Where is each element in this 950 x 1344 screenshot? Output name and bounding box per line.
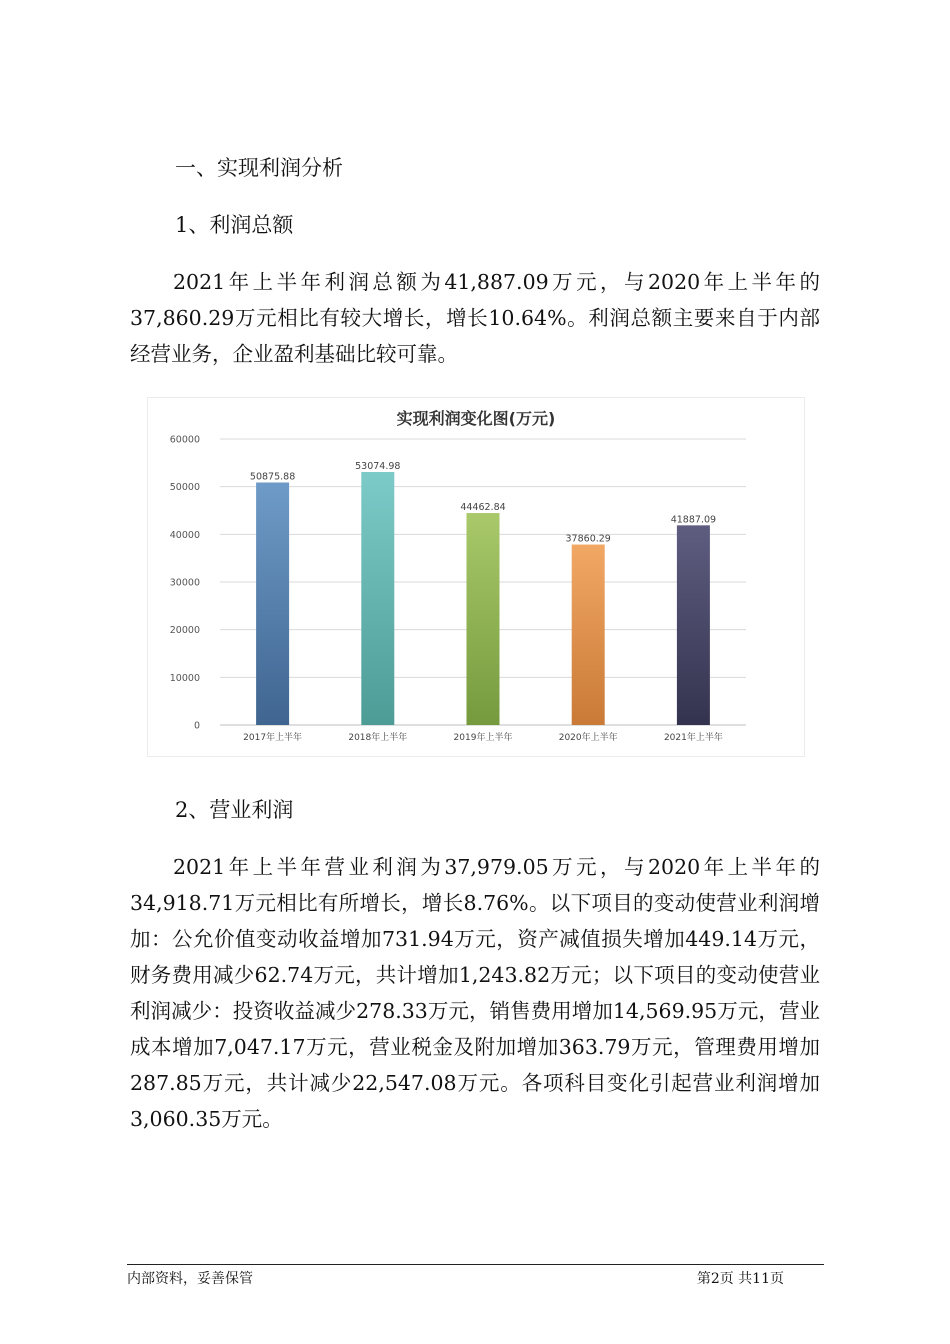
x-tick-label: 2019年上半年	[453, 733, 513, 743]
x-tick-label: 2017年上半年	[243, 733, 303, 743]
bar	[467, 513, 500, 725]
paragraph-profit-total: 2021年上半年利润总额为41,887.09万元，与2020年上半年的37,860.29万元相比有较大增长，增长10.64%。利润总额主要来自于内部经营业务，企业盈利基础比较可靠。	[130, 270, 820, 366]
bar	[361, 472, 394, 725]
paragraph-operating-profit: 2021年上半年营业利润为37,979.05万元，与2020年上半年的34,918.71万元相比有所增长，增长8.76%。以下项目的变动使营业利润增加：公允价值变动收益增加731.94万元，资产减值损失增加449.14万元，财务费用减少62.74万元，共计增加1,243.82万元；以下项目的变动使营业利润减少：投资收益减少278.33万元，销售费用增加14,569.95万元，营业成本增加7,047.17万元，营业税金及附加增加363.79万元，管理费用增加287.85万元，共计减少22,547.08万元。各项科目变化引起营业利润增加3,060.35万元。	[130, 855, 820, 1131]
page-footer	[127, 1264, 824, 1288]
data-label: 41887.09	[670, 514, 717, 526]
y-tick-label: 20000	[169, 625, 200, 637]
x-tick-label: 2018年上半年	[348, 733, 408, 743]
data-label: 53074.98	[355, 461, 401, 473]
section-title: 一、实现利润分析	[175, 156, 343, 180]
footer-confidential-note: 内部资料，妥善保管	[127, 1271, 253, 1287]
bar	[677, 525, 710, 725]
y-tick-label: 50000	[169, 482, 200, 494]
y-tick-label: 10000	[169, 672, 200, 684]
data-label: 44462.84	[460, 502, 506, 514]
footer-page-number: 第2页 共11页	[696, 1271, 784, 1287]
y-tick-label: 0	[193, 720, 200, 732]
subsection-title-profit-total: 1、利润总额	[175, 213, 294, 237]
x-tick-label: 2021年上半年	[663, 733, 723, 743]
x-tick-label: 2020年上半年	[558, 733, 618, 743]
data-label: 50875.88	[249, 471, 296, 483]
chart-title: 实现利润变化图(万元)	[396, 409, 556, 428]
y-tick-label: 40000	[169, 529, 200, 541]
subsection-title-operating-profit: 2、营业利润	[175, 798, 294, 822]
data-label: 37860.29	[565, 533, 611, 545]
y-tick-label: 60000	[169, 434, 200, 446]
bar	[572, 545, 605, 725]
y-tick-label: 30000	[169, 577, 200, 589]
profit-bar-chart	[147, 397, 805, 757]
bar	[256, 482, 289, 725]
chart-canvas	[148, 398, 804, 756]
